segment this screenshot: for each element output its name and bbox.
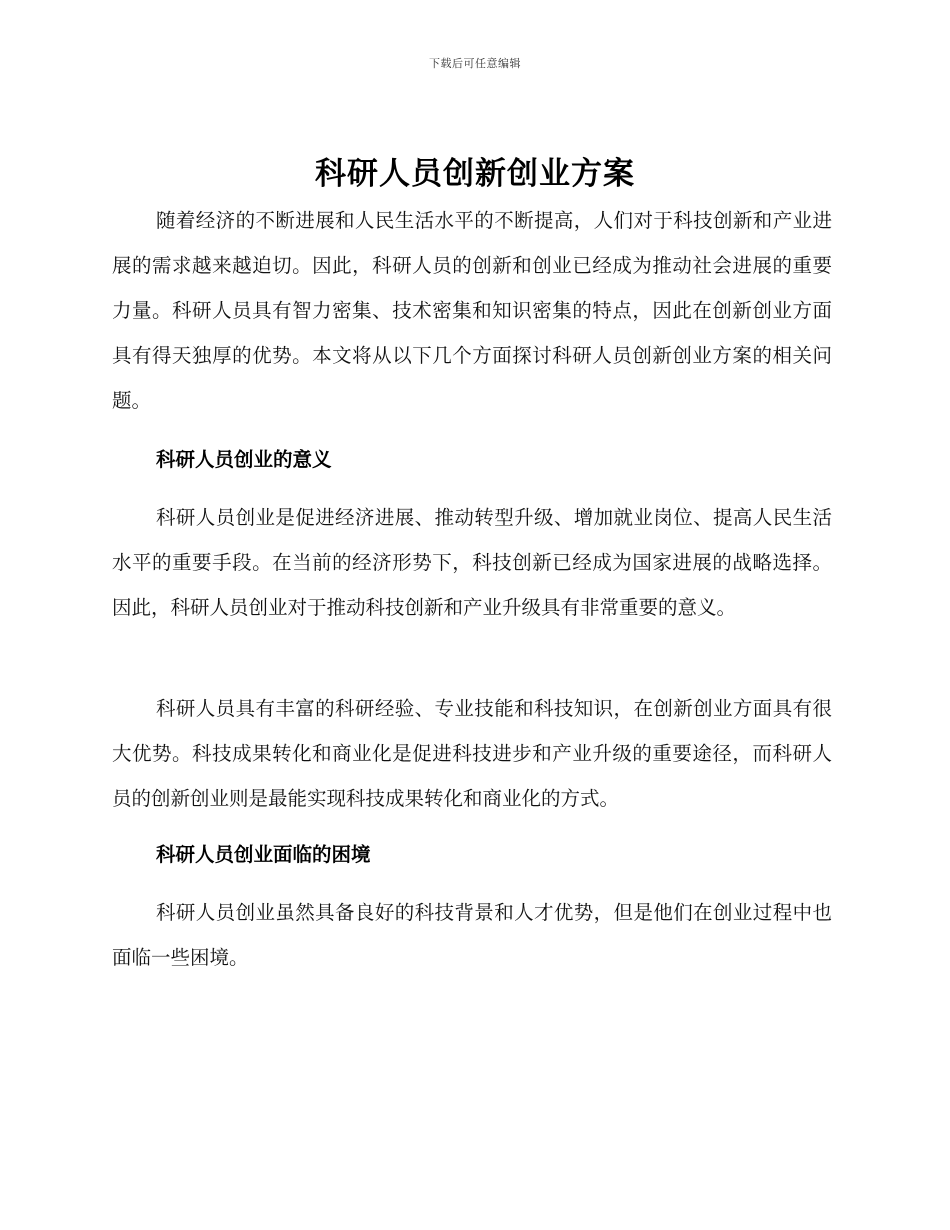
- section-1-paragraph-1-block: [112, 495, 832, 630]
- section-2-paragraph-1-block: [112, 890, 832, 980]
- section-1-paragraph-2-block: [112, 686, 832, 821]
- section-1-heading-block: [112, 437, 832, 482]
- body-paragraph: 科研人员创业是促进经济进展、推动转型升级、增加就业岗位、提高人民生活水平的重要手段。在当前的经济形势下，科技创新已经成为国家进展的战略选择。因此，科研人员创业对于推动科技创新和产业升级具有非常重要的意义。: [112, 506, 832, 619]
- document-title: 科研人员创新创业方案: [315, 156, 635, 192]
- intro-block: [112, 198, 832, 423]
- section-2-heading-block: [112, 832, 832, 877]
- intro-paragraph: 随着经济的不断进展和人民生活水平的不断提高，人们对于科技创新和产业进展的需求越来越迫切。因此，科研人员的创新和创业已经成为推动社会进展的重要力量。科研人员具有智力密集、技术密集和知识密集的特点，因此在创新创业方面具有得天独厚的优势。本文将从以下几个方面探讨科研人员创新创业方案的相关问题。: [112, 209, 832, 412]
- body-paragraph: 科研人员创业虽然具备良好的科技背景和人才优势，但是他们在创业过程中也面临一些困境。: [112, 901, 832, 969]
- header-note: 下载后可任意编辑: [429, 57, 521, 70]
- section-heading: 科研人员创业的意义: [156, 448, 332, 471]
- section-heading: 科研人员创业面临的困境: [156, 843, 371, 866]
- body-paragraph: 科研人员具有丰富的科研经验、专业技能和科技知识，在创新创业方面具有很大优势。科技成果转化和商业化是促进科技进步和产业升级的重要途径，而科研人员的创新创业则是最能实现科技成果转化和商业化的方式。: [112, 697, 832, 810]
